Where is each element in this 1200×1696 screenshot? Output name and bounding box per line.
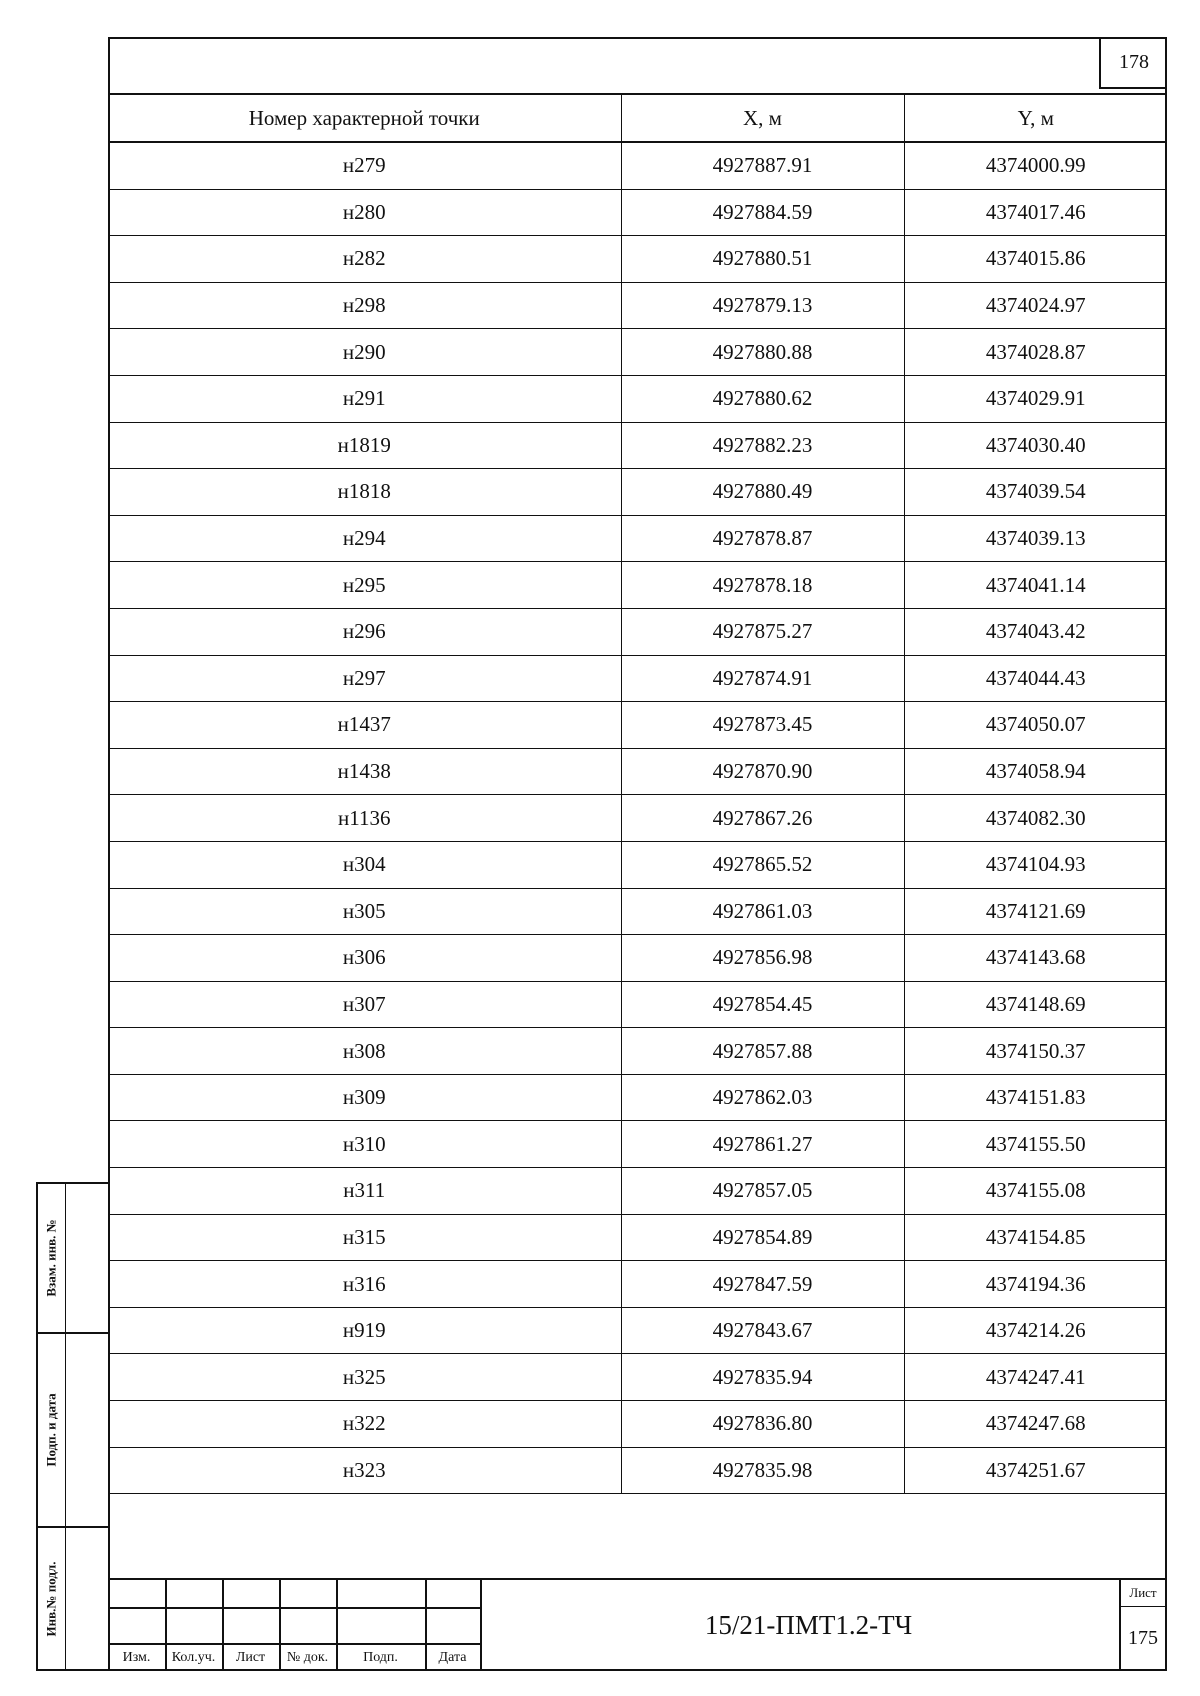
table-row: [108, 888, 1167, 935]
y-coordinate-cell: 4374050.07: [904, 702, 1167, 749]
y-coordinate-cell: 4374000.99: [904, 142, 1167, 189]
point-number-cell: н305: [108, 888, 621, 935]
sheet-label: Лист: [1121, 1580, 1165, 1607]
point-number-cell: н282: [108, 236, 621, 283]
x-coordinate-cell: 4927884.59: [621, 189, 904, 236]
table-row: [108, 1261, 1167, 1308]
table-row: [108, 702, 1167, 749]
x-coordinate-cell: 4927867.26: [621, 795, 904, 842]
x-coordinate-cell: 4927879.13: [621, 282, 904, 329]
table-row: [108, 795, 1167, 842]
point-number-cell: н1438: [108, 748, 621, 795]
point-number-cell: н306: [108, 935, 621, 982]
table-row: [108, 1074, 1167, 1121]
x-coordinate-cell: 4927880.51: [621, 236, 904, 283]
point-number-cell: н291: [108, 375, 621, 422]
y-coordinate-cell: 4374151.83: [904, 1074, 1167, 1121]
x-coordinate-cell: 4927861.03: [621, 888, 904, 935]
x-coordinate-cell: 4927878.87: [621, 515, 904, 562]
x-coordinate-cell: 4927835.94: [621, 1354, 904, 1401]
table-row: [108, 981, 1167, 1028]
side-cell-replacement: [38, 1184, 110, 1334]
table-row: [108, 562, 1167, 609]
side-cell-original-inventory: [38, 1528, 110, 1669]
table-row: [108, 748, 1167, 795]
table-row: [108, 375, 1167, 422]
point-number-cell: н310: [108, 1121, 621, 1168]
side-label-replacement: Взам. инв. №: [43, 1219, 59, 1297]
point-number-cell: н296: [108, 608, 621, 655]
table-row: [108, 329, 1167, 376]
x-coordinate-cell: 4927854.45: [621, 981, 904, 1028]
x-coordinate-cell: 4927856.98: [621, 935, 904, 982]
table-row: [108, 515, 1167, 562]
point-number-cell: н322: [108, 1401, 621, 1448]
y-coordinate-cell: 4374028.87: [904, 329, 1167, 376]
y-coordinate-cell: 4374251.67: [904, 1447, 1167, 1494]
point-number-cell: н1819: [108, 422, 621, 469]
page-number: 178: [1099, 37, 1167, 89]
table-row: [108, 282, 1167, 329]
point-number-cell: н1136: [108, 795, 621, 842]
y-coordinate-cell: 4374143.68: [904, 935, 1167, 982]
y-coordinate-cell: 4374154.85: [904, 1214, 1167, 1261]
table-body: [108, 142, 1167, 1494]
table-header-row: [108, 94, 1167, 142]
point-number-cell: н280: [108, 189, 621, 236]
point-number-cell: н1437: [108, 702, 621, 749]
table-row: [108, 1307, 1167, 1354]
point-number-cell: н294: [108, 515, 621, 562]
x-coordinate-cell: 4927878.18: [621, 562, 904, 609]
x-coordinate-cell: 4927870.90: [621, 748, 904, 795]
y-coordinate-cell: 4374029.91: [904, 375, 1167, 422]
table-row: [108, 1028, 1167, 1075]
y-coordinate-cell: 4374039.54: [904, 469, 1167, 516]
y-coordinate-cell: 4374194.36: [904, 1261, 1167, 1308]
column-header-x: X, м: [621, 94, 904, 142]
y-coordinate-cell: 4374104.93: [904, 841, 1167, 888]
point-number-cell: н311: [108, 1168, 621, 1215]
side-label-signature-date: Подп. и дата: [43, 1393, 59, 1467]
point-number-cell: н290: [108, 329, 621, 376]
y-coordinate-cell: 4374214.26: [904, 1307, 1167, 1354]
x-coordinate-cell: 4927880.62: [621, 375, 904, 422]
table-row: [108, 608, 1167, 655]
y-coordinate-cell: 4374024.97: [904, 282, 1167, 329]
point-number-cell: н279: [108, 142, 621, 189]
column-doc-number: № док.: [286, 1650, 329, 1665]
y-coordinate-cell: 4374044.43: [904, 655, 1167, 702]
y-coordinate-cell: 4374121.69: [904, 888, 1167, 935]
y-coordinate-cell: 4374148.69: [904, 981, 1167, 1028]
point-number-cell: н295: [108, 562, 621, 609]
point-number-cell: н315: [108, 1214, 621, 1261]
column-header-point: Номер характерной точки: [108, 94, 621, 142]
table-row: [108, 236, 1167, 283]
sheet-box: [1119, 1580, 1165, 1671]
x-coordinate-cell: 4927882.23: [621, 422, 904, 469]
y-coordinate-cell: 4374247.41: [904, 1354, 1167, 1401]
point-number-cell: н325: [108, 1354, 621, 1401]
table-row: [108, 1447, 1167, 1494]
revision-grid: [108, 1580, 480, 1671]
y-coordinate-cell: 4374030.40: [904, 422, 1167, 469]
table-row: [108, 1401, 1167, 1448]
side-stamp: [36, 1182, 108, 1671]
point-number-cell: н323: [108, 1447, 621, 1494]
table-row: [108, 422, 1167, 469]
point-number-cell: н307: [108, 981, 621, 1028]
x-coordinate-cell: 4927880.88: [621, 329, 904, 376]
point-number-cell: н308: [108, 1028, 621, 1075]
y-coordinate-cell: 4374155.50: [904, 1121, 1167, 1168]
point-number-cell: н297: [108, 655, 621, 702]
table-row: [108, 655, 1167, 702]
document-code: 15/21-ПМТ1.2-ТЧ: [480, 1580, 1135, 1671]
x-coordinate-cell: 4927865.52: [621, 841, 904, 888]
x-coordinate-cell: 4927875.27: [621, 608, 904, 655]
x-coordinate-cell: 4927857.88: [621, 1028, 904, 1075]
side-cell-signature-date: [38, 1334, 110, 1528]
column-count: Кол.уч.: [171, 1650, 216, 1665]
table-row: [108, 935, 1167, 982]
x-coordinate-cell: 4927887.91: [621, 142, 904, 189]
x-coordinate-cell: 4927836.80: [621, 1401, 904, 1448]
x-coordinate-cell: 4927857.05: [621, 1168, 904, 1215]
y-coordinate-cell: 4374058.94: [904, 748, 1167, 795]
x-coordinate-cell: 4927873.45: [621, 702, 904, 749]
table-row: [108, 1121, 1167, 1168]
y-coordinate-cell: 4374017.46: [904, 189, 1167, 236]
title-block: [108, 1578, 1167, 1671]
table-row: [108, 1354, 1167, 1401]
x-coordinate-cell: 4927854.89: [621, 1214, 904, 1261]
x-coordinate-cell: 4927874.91: [621, 655, 904, 702]
column-change: Изм.: [122, 1650, 151, 1665]
y-coordinate-cell: 4374247.68: [904, 1401, 1167, 1448]
point-number-cell: н919: [108, 1307, 621, 1354]
table-row: [108, 469, 1167, 516]
table-row: [108, 1168, 1167, 1215]
x-coordinate-cell: 4927880.49: [621, 469, 904, 516]
sheet-number: 175: [1128, 1627, 1158, 1649]
table-row: [108, 841, 1167, 888]
x-coordinate-cell: 4927862.03: [621, 1074, 904, 1121]
point-number-cell: н298: [108, 282, 621, 329]
side-label-original-inventory: Инв.№ подл.: [43, 1561, 59, 1636]
table-row: [108, 1214, 1167, 1261]
x-coordinate-cell: 4927843.67: [621, 1307, 904, 1354]
table-row: [108, 142, 1167, 189]
column-signature: Подп.: [363, 1650, 398, 1665]
y-coordinate-cell: 4374039.13: [904, 515, 1167, 562]
y-coordinate-cell: 4374082.30: [904, 795, 1167, 842]
column-sheet: Лист: [235, 1650, 266, 1665]
y-coordinate-cell: 4374041.14: [904, 562, 1167, 609]
x-coordinate-cell: 4927835.98: [621, 1447, 904, 1494]
table-row: [108, 189, 1167, 236]
y-coordinate-cell: 4374155.08: [904, 1168, 1167, 1215]
point-number-cell: н1818: [108, 469, 621, 516]
point-number-cell: н304: [108, 841, 621, 888]
x-coordinate-cell: 4927861.27: [621, 1121, 904, 1168]
y-coordinate-cell: 4374150.37: [904, 1028, 1167, 1075]
x-coordinate-cell: 4927847.59: [621, 1261, 904, 1308]
coordinates-table: [108, 93, 1167, 1494]
y-coordinate-cell: 4374043.42: [904, 608, 1167, 655]
point-number-cell: н316: [108, 1261, 621, 1308]
column-date: Дата: [438, 1650, 467, 1665]
column-header-y: Y, м: [904, 94, 1167, 142]
y-coordinate-cell: 4374015.86: [904, 236, 1167, 283]
point-number-cell: н309: [108, 1074, 621, 1121]
